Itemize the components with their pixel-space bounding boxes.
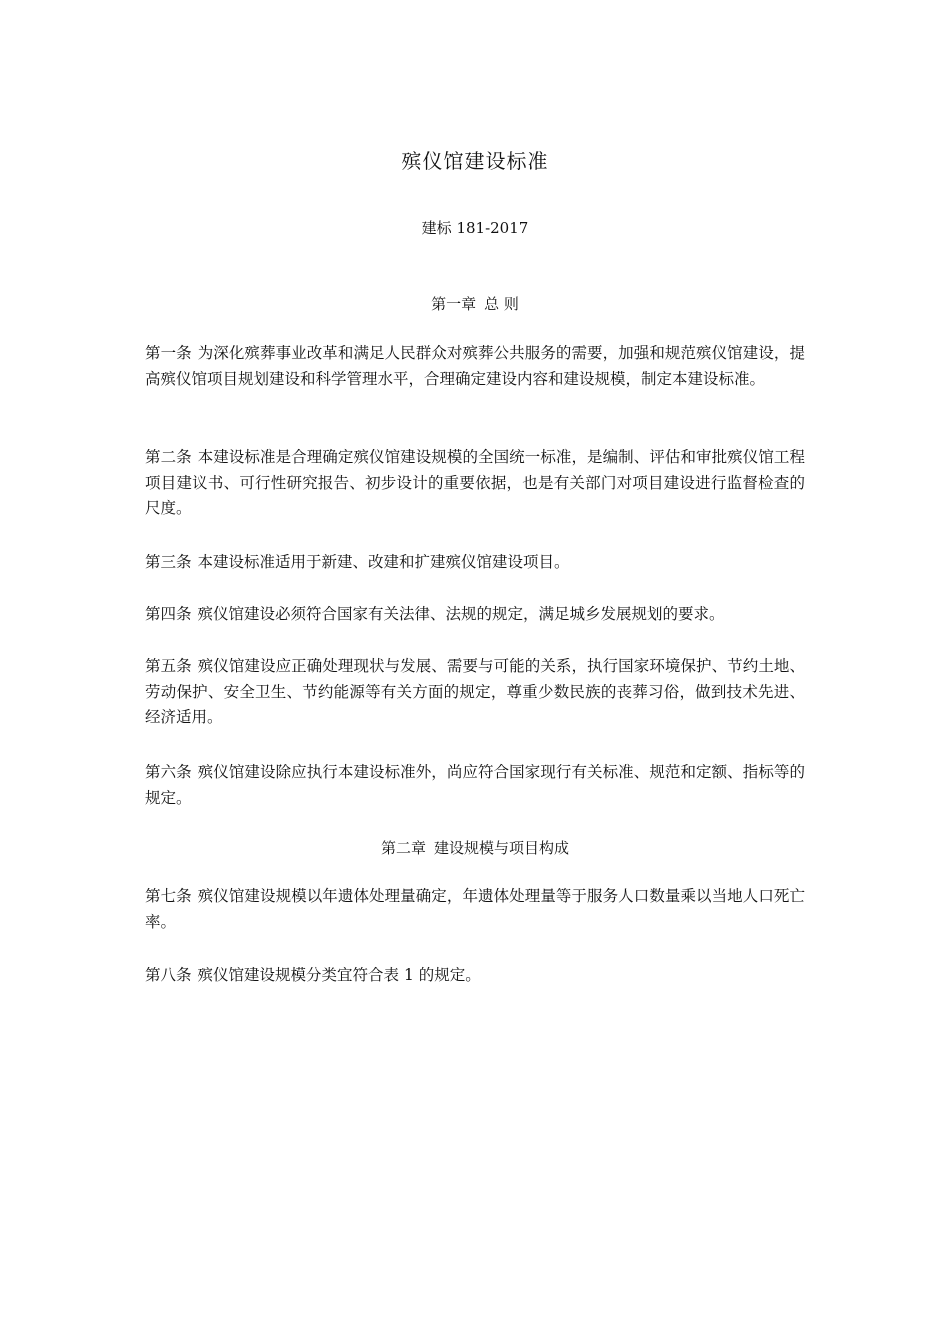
article: [145, 341, 805, 392]
chapter-title: 建设规模与项目构成: [434, 839, 570, 857]
article-number: 第七条: [145, 887, 192, 905]
article-number: 第六条: [145, 763, 192, 781]
article-text: 殡仪馆建设规模以年遗体处理量确定，年遗体处理量等于服务人口数量乘以当地人口死亡率。: [145, 887, 805, 931]
article-number: 第四条: [145, 605, 192, 623]
chapter-label: 第二章: [380, 839, 426, 857]
chapter-heading: [0, 292, 950, 316]
article-text: 本建设标准是合理确定殡仪馆建设规模的全国统一标准，是编制、评估和审批殡仪馆工程项目建议书、可行性研究报告、初步设计的重要依据，也是有关部门对项目建设进行监督检查的尺度。: [145, 448, 805, 517]
article-number: 第一条: [145, 344, 192, 362]
article-text: 殡仪馆建设应正确处理现状与发展、需要与可能的关系，执行国家环境保护、节约土地、劳动保护、安全卫生、节约能源等有关方面的规定，尊重少数民族的丧葬习俗，做到技术先进、经济适用。: [145, 657, 805, 726]
article-number: 第八条: [145, 966, 192, 984]
chapter-label: 第一章: [431, 295, 477, 313]
article-text: 殡仪馆建设规模分类宜符合表 1 的规定。: [197, 966, 481, 984]
article-text: 本建设标准适用于新建、改建和扩建殡仪馆建设项目。: [197, 553, 570, 571]
article-number: 第三条: [145, 553, 192, 571]
chapter-heading: [0, 836, 950, 860]
article-number: 第五条: [145, 657, 192, 675]
article: [145, 445, 805, 522]
standard-number: 建标 181-2017: [421, 219, 529, 237]
article-text: 殡仪馆建设必须符合国家有关法律、法规的规定，满足城乡发展规划的要求。: [197, 605, 725, 623]
article: [145, 760, 805, 811]
article-text: 殡仪馆建设除应执行本建设标准外，尚应符合国家现行有关标准、规范和定额、指标等的规定。: [145, 763, 805, 807]
article-number: 第二条: [145, 448, 192, 466]
document-title: 殡仪馆建设标准: [401, 149, 549, 173]
article: [145, 654, 805, 731]
article-text: 为深化殡葬事业改革和满足人民群众对殡葬公共服务的需要，加强和规范殡仪馆建设，提高殡仪馆项目规划建设和科学管理水平，合理确定建设内容和建设规模，制定本建设标准。: [145, 344, 805, 388]
article: [145, 602, 805, 628]
article: [145, 550, 805, 576]
article: [145, 884, 805, 935]
chapter-title: 总 则: [484, 295, 519, 313]
article: [145, 963, 805, 989]
